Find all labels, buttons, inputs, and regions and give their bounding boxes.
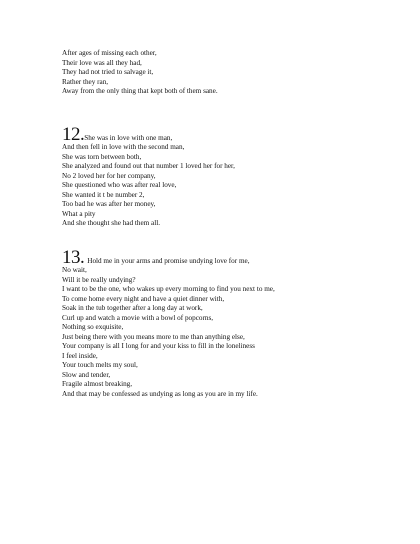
poem-13-line: To come home every night and have a quiet dinner with,	[62, 294, 225, 303]
poem-13-line: Will it be really undying?	[62, 275, 136, 284]
intro-stanza	[62, 49, 402, 97]
poem-13-heading	[62, 247, 402, 268]
poem-12	[62, 124, 402, 229]
intro-line: Rather they ran,	[62, 77, 109, 86]
poem-12-heading	[62, 124, 402, 145]
poem-13-line: Slow and tender,	[62, 370, 111, 379]
poem-12-line: She was torn between both,	[62, 152, 142, 161]
poem-13-line: I want to be the one, who wakes up every morning to find you next to me,	[62, 285, 275, 293]
poem-13-line: Fragile almost breaking,	[62, 380, 133, 388]
poem-13-line: No wait,	[62, 266, 87, 274]
poem-13-line: Just being there with you means more to me than anything else,	[62, 332, 245, 341]
intro-line: They had not tried to salvage it,	[62, 68, 154, 76]
intro-line: Away from the only thing that kept both of them sane.	[62, 87, 218, 95]
poem-13-line: Soak in the tub together after a long day at work,	[62, 304, 203, 312]
poem-12-line: And then fell in love with the second man,	[62, 143, 185, 151]
poem-13-number: 13.	[62, 247, 85, 268]
poem-12-number: 12.	[62, 124, 85, 145]
poem-12-line: She analyzed and found out that number 1 loved her for her,	[62, 162, 235, 170]
poem-13	[62, 247, 402, 399]
poem-12-line: And she thought she had them all.	[62, 219, 161, 227]
poem-13-line: And that may be confessed as undying as long as you are in my life.	[62, 389, 258, 398]
poem-12-line: She wanted it t be number 2,	[62, 190, 145, 199]
intro-line: Their love was all they had,	[62, 58, 142, 67]
poem-12-line: What a pity	[62, 209, 96, 218]
poem-13-first-line: Hold me in your arms and promise undying love for me,	[87, 257, 250, 265]
poem-12-line: No 2 loved her for her company,	[62, 171, 156, 180]
poem-13-line: Nothing so exquisite,	[62, 323, 124, 331]
poem-13-line: Your touch melts my soul,	[62, 361, 138, 369]
intro-line: After ages of missing each other,	[62, 49, 157, 57]
poem-12-line: Too bad he was after her money,	[62, 200, 156, 208]
poem-13-line: I feel inside,	[62, 351, 98, 360]
poem-12-line: She questioned who was after real love,	[62, 181, 177, 189]
poem-13-line: Curl up and watch a movie with a bowl of popcorns,	[62, 313, 214, 322]
poem-12-first-line: She was in love with one man,	[84, 134, 173, 142]
poem-13-line: Your company is all I long for and your kiss to fill in the loneliness	[62, 342, 255, 350]
